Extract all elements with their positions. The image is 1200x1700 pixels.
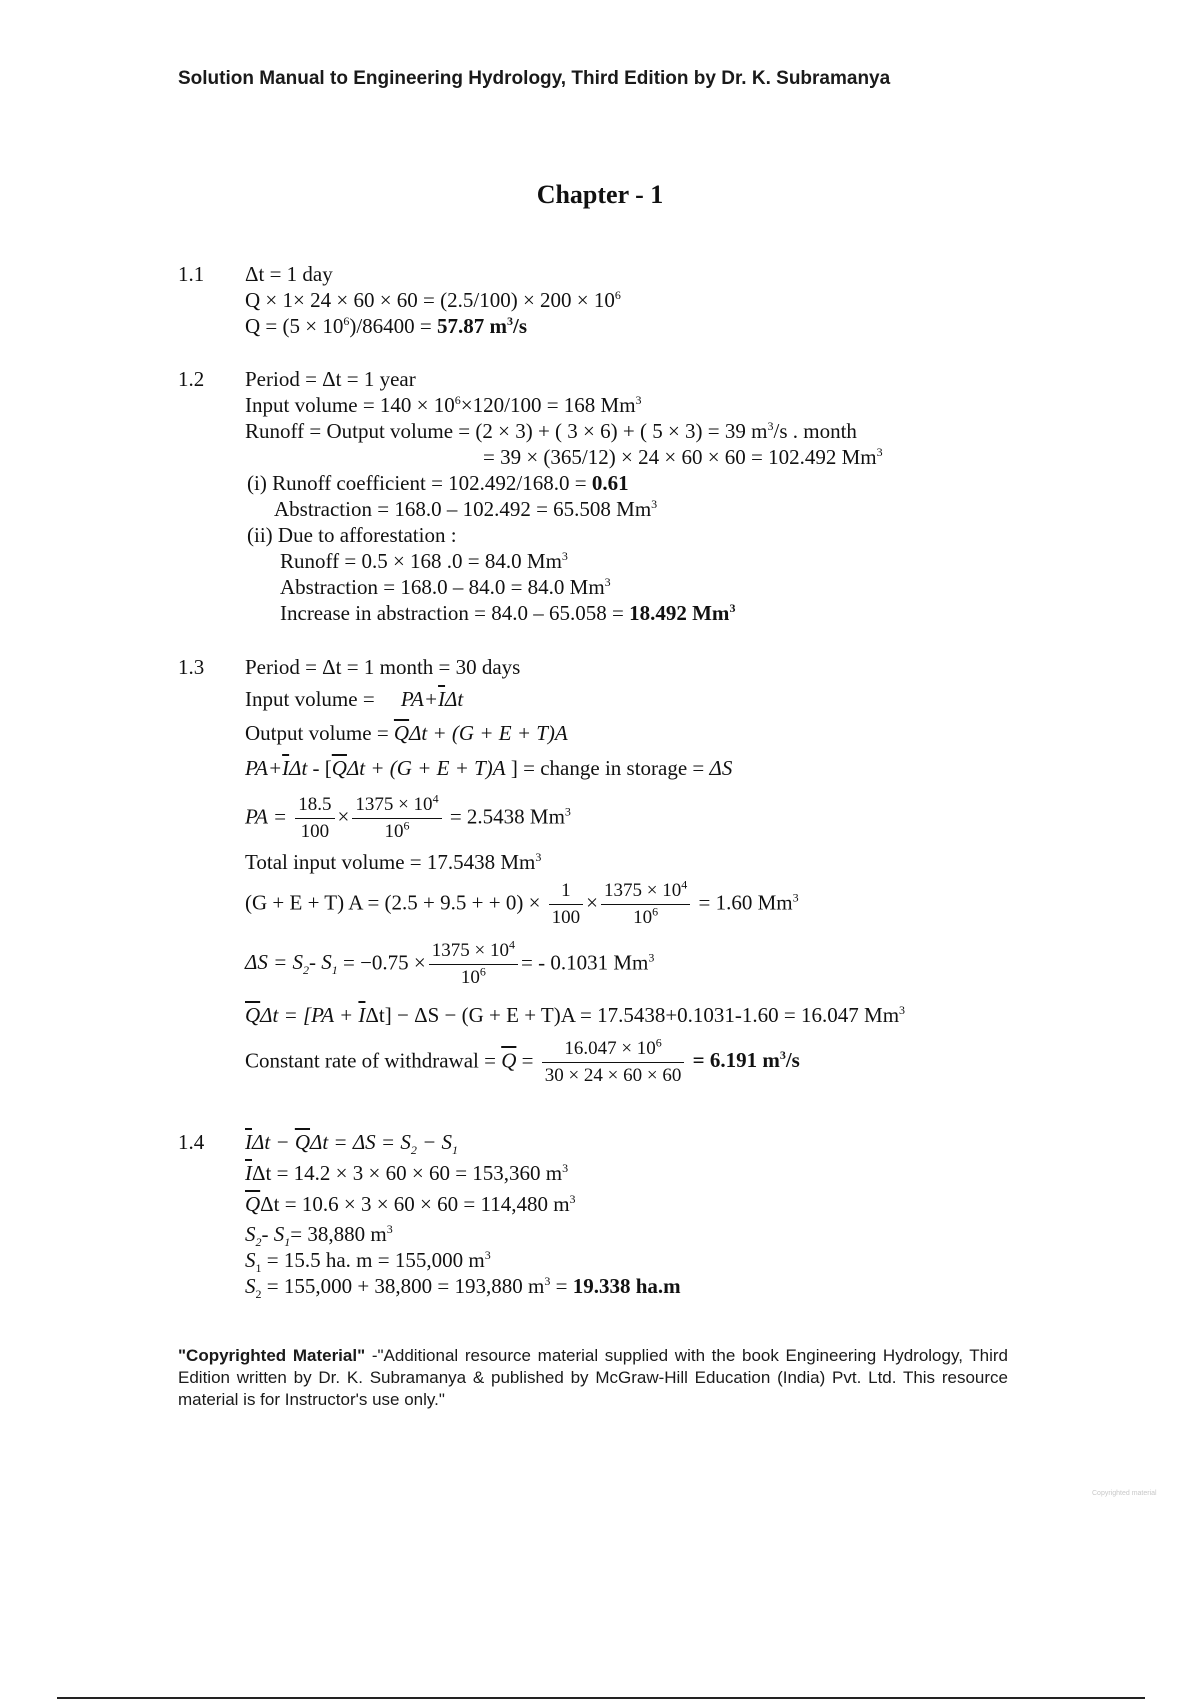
- denominator: [352, 819, 441, 845]
- text: 1375 × 10: [604, 880, 682, 901]
- result: = 6.191 m: [692, 1048, 780, 1073]
- text: Abstraction = 168.0 – 102.492 = 65.508 Mm: [274, 497, 652, 521]
- p13-ds-equation: [245, 938, 654, 991]
- sub: 1: [255, 1261, 262, 1276]
- math: S: [245, 1222, 256, 1246]
- sup: 4: [509, 937, 515, 952]
- p14-line3: [245, 1192, 576, 1217]
- math: Δt −: [252, 1130, 295, 1154]
- text: = - 0.1031 Mm: [521, 950, 649, 975]
- fraction: [549, 878, 584, 931]
- p13-line4: [245, 756, 732, 781]
- sup: 3: [484, 1248, 491, 1262]
- sup: 3: [507, 314, 514, 328]
- p13-line3: [245, 721, 568, 746]
- text: 1375 × 10: [355, 794, 433, 815]
- math: S: [245, 1248, 256, 1272]
- math: $\overline{I}$: [245, 1130, 252, 1154]
- math: − S: [416, 1130, 453, 1154]
- sup: 6: [343, 314, 350, 328]
- numerator: [429, 938, 518, 965]
- text: Abstraction = 168.0 – 84.0 = 84.0 Mm: [280, 575, 605, 599]
- sub: 2: [303, 963, 309, 978]
- text: /s . month: [773, 419, 857, 443]
- math: $\overline{Q}$: [245, 1003, 261, 1027]
- problem-number-1-3: 1.3: [178, 655, 205, 679]
- text: Total input volume = 17.5438 Mm: [245, 850, 536, 874]
- numerator: 18.5: [295, 792, 334, 819]
- copyright-stamp: Copyrighted material: [1092, 1490, 1157, 1497]
- numerator: [601, 878, 690, 905]
- math: $\overline{I}$: [282, 756, 290, 780]
- sup: 3: [564, 804, 571, 819]
- math: $\overline{Q}$: [245, 1192, 261, 1216]
- sup: 3: [544, 1274, 551, 1288]
- p12-line1: [245, 367, 416, 392]
- text: Constant rate of withdrawal =: [245, 1048, 502, 1073]
- text: Increase in abstraction = 84.0 – 65.058 =: [280, 601, 630, 625]
- text: Δt = 14.2 × 3 × 60 × 60 = 153,360 m: [252, 1161, 563, 1185]
- sup: 6: [652, 904, 659, 919]
- denominator: 100: [551, 907, 581, 928]
- sub: 2: [255, 1287, 262, 1302]
- copyright-text: -"Additional resource material supplied with the book Engineering Hydrology, Third Edition written by Dr. K. Subramanya & published by McGraw-Hill Education (India) Pvt. Ltd. This resource material is for Instructor's use only.": [178, 1346, 1009, 1409]
- p11-line3: [245, 314, 527, 339]
- text: Δt] − ΔS − (G + E + T)A = 17.5438+0.1031-1.60 = 16.047 Mm: [365, 1003, 900, 1027]
- text: Period = Δt = 1 month = 30 days: [245, 655, 521, 679]
- numerator: 1: [549, 878, 584, 905]
- text: (G + E + T) A = (2.5 + 9.5 + + 0) ×: [245, 890, 541, 915]
- sup: 6: [655, 1035, 662, 1050]
- text: Δt = 10.6 × 3 × 60 × 60 = 114,480 m: [260, 1192, 570, 1216]
- sup: 4: [432, 791, 439, 806]
- math: PA =: [245, 804, 287, 829]
- unit: /s: [785, 1048, 800, 1073]
- sup: 3: [561, 549, 568, 563]
- p12-line8: [280, 549, 568, 574]
- text: 1375 × 10: [431, 940, 509, 961]
- math: - S: [309, 950, 332, 975]
- math: $\overline{I}$: [358, 1003, 366, 1027]
- sup: 3: [729, 601, 736, 615]
- text: Runoff = Output volume = (2 × 3) + ( 3 × 6) + ( 5 × 3) = 39 m: [245, 419, 768, 443]
- text: 10: [460, 967, 480, 988]
- text: = −0.75 ×: [337, 950, 426, 975]
- sub: 2: [410, 1143, 417, 1158]
- text: =: [550, 1274, 573, 1298]
- sup: 6: [454, 393, 461, 407]
- text: = 1.60 Mm: [698, 890, 793, 915]
- sup: 6: [614, 288, 621, 302]
- math: $\overline{I}$: [438, 687, 446, 711]
- sub: 1: [284, 1235, 291, 1250]
- footer-rule: [57, 1697, 1145, 1699]
- text: Input volume =: [245, 687, 401, 711]
- math: $\overline{Q}$: [331, 756, 347, 780]
- text: 10: [384, 821, 404, 842]
- text: = 2.5438 Mm: [449, 804, 565, 829]
- sup: 3: [562, 1161, 569, 1175]
- sup: 3: [792, 890, 799, 905]
- text: Δt = 1 day: [245, 262, 333, 286]
- problem-number-1-1: 1.1: [178, 262, 205, 286]
- result: 18.492 Mm: [629, 601, 730, 625]
- p13-line1: [245, 655, 520, 680]
- p13-withdrawal-equation: [245, 1036, 800, 1089]
- text: - [: [307, 756, 332, 780]
- math: $\overline{Q}$: [501, 1048, 517, 1073]
- math: ΔS = S: [245, 950, 303, 975]
- problem-number-1-2: 1.2: [178, 367, 205, 391]
- text: = 39 × (365/12) × 24 × 60 × 60 = 102.492 Mm: [483, 445, 877, 469]
- fraction: [429, 938, 518, 991]
- denominator: [601, 905, 690, 931]
- text: Period = Δt = 1 year: [245, 367, 416, 391]
- text: ×: [337, 804, 350, 829]
- p12-line7: [247, 523, 457, 548]
- p13-pa-equation: [245, 792, 571, 845]
- sup: 3: [876, 445, 883, 459]
- sup: 4: [681, 877, 688, 892]
- text: ×: [586, 890, 599, 915]
- p13-get-equation: [245, 878, 799, 931]
- text: Runoff = 0.5 × 168 .0 = 84.0 Mm: [280, 549, 562, 573]
- sup: 3: [604, 575, 611, 589]
- text: (i) Runoff coefficient = 102.492/168.0 =: [247, 471, 592, 495]
- text: ×120/100 = 168 Mm: [460, 393, 636, 417]
- math: Δt + (G + E + T)A: [409, 721, 568, 745]
- fraction: [601, 878, 690, 931]
- numerator: [352, 792, 441, 819]
- sub: 1: [452, 1143, 459, 1158]
- sub: 1: [331, 963, 338, 978]
- sup: 3: [899, 1003, 906, 1017]
- math: $\overline{Q}$: [393, 721, 410, 745]
- fraction: [352, 792, 441, 845]
- sup: 3: [779, 1048, 786, 1063]
- text: (ii) Due to afforestation :: [247, 523, 457, 547]
- text: = 155,000 + 38,800 = 193,880 m: [261, 1274, 545, 1298]
- text: = 38,880 m: [290, 1222, 387, 1246]
- p13-total-input: [245, 850, 541, 875]
- math: Δt: [445, 687, 464, 711]
- math: Δt = ΔS = S: [310, 1130, 411, 1154]
- p14-line1: [245, 1130, 459, 1158]
- p11-line2: [245, 288, 621, 313]
- sup: 3: [651, 497, 658, 511]
- text: Input volume = 140 × 10: [245, 393, 455, 417]
- text: =: [516, 1048, 534, 1073]
- fraction: [542, 1036, 685, 1089]
- text: Q × 1× 24 × 60 × 60 = (2.5/100) × 200 × 10: [245, 288, 615, 312]
- math: $\overline{I}$: [245, 1161, 252, 1185]
- page-header: Solution Manual to Engineering Hydrology, Third Edition by Dr. K. Subramanya: [178, 68, 891, 89]
- p13-line2: [245, 687, 463, 712]
- p12-line5: [247, 471, 629, 496]
- chapter-title: Chapter - 1: [536, 180, 664, 209]
- result: 19.338 ha.m: [572, 1274, 681, 1298]
- math: Δt = [PA +: [260, 1003, 359, 1027]
- math: $\overline{Q}$: [294, 1130, 311, 1154]
- p12-line10: [280, 601, 735, 626]
- copyright-label: "Copyrighted Material": [178, 1346, 366, 1365]
- text: ] = change in storage =: [505, 756, 710, 780]
- sup: 3: [635, 393, 642, 407]
- text: 16.047 × 10: [564, 1038, 656, 1059]
- problem-number-1-4: 1.4: [178, 1130, 205, 1154]
- sup: 3: [767, 419, 774, 433]
- sub: 2: [255, 1235, 262, 1250]
- denominator: [429, 965, 518, 991]
- p12-line9: [280, 575, 611, 600]
- math: PA+: [400, 687, 439, 711]
- text: Output volume =: [245, 721, 394, 745]
- sup: 6: [479, 964, 486, 979]
- result: 57.87 m: [437, 314, 508, 338]
- p14-line5: [245, 1248, 491, 1276]
- denominator: 100: [300, 821, 330, 842]
- numerator: [542, 1036, 685, 1063]
- text: )/86400 =: [349, 314, 438, 338]
- p12-line3: [245, 419, 857, 444]
- math: - S: [261, 1222, 285, 1246]
- p12-line2: [245, 393, 642, 418]
- math: PA+: [245, 756, 283, 780]
- p14-line4: [245, 1222, 393, 1250]
- p13-qdt-equation: [245, 1003, 905, 1028]
- p12-line4: [483, 445, 883, 470]
- copyright-notice: [178, 1345, 1008, 1411]
- result: 0.61: [591, 471, 629, 495]
- text: 10: [633, 907, 653, 928]
- sup: 3: [648, 950, 655, 965]
- fraction: [295, 792, 334, 845]
- sup: 3: [535, 850, 542, 864]
- text: = 15.5 ha. m = 155,000 m: [261, 1248, 485, 1272]
- math: ΔS: [709, 756, 733, 780]
- math: S: [245, 1274, 256, 1298]
- math: Δt + (G + E + T)A: [346, 756, 506, 780]
- p14-line6: [245, 1274, 681, 1302]
- p11-line1: [245, 262, 333, 287]
- p14-line2: [245, 1161, 568, 1186]
- denominator: 30 × 24 × 60 × 60: [544, 1065, 682, 1086]
- math: Δt: [289, 756, 308, 780]
- sup: 3: [386, 1222, 393, 1236]
- text: Q = (5 × 10: [245, 314, 344, 338]
- p12-line6: [274, 497, 657, 522]
- unit: /s: [513, 314, 528, 338]
- sup: 3: [569, 1192, 576, 1206]
- sup: 6: [403, 818, 410, 833]
